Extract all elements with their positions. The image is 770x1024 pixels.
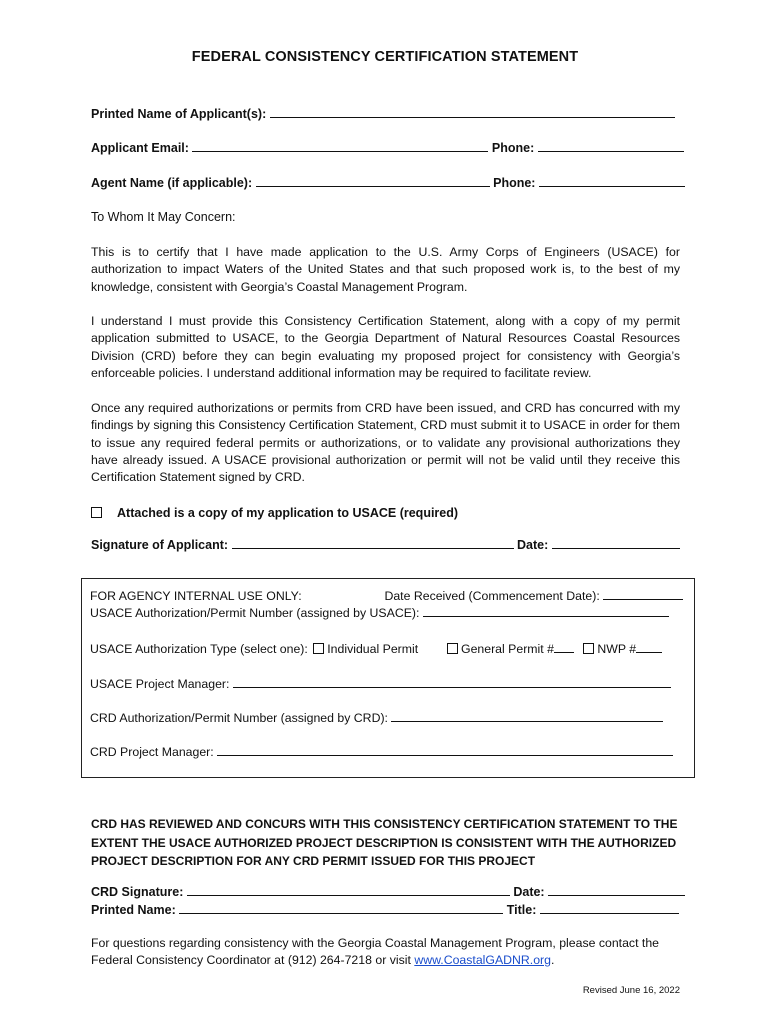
signature-date-field[interactable] xyxy=(552,537,680,549)
date-received-field[interactable] xyxy=(603,588,683,600)
usace-pm-label: USACE Project Manager: xyxy=(90,677,230,691)
nwp-label: NWP # xyxy=(597,642,637,656)
coastal-gadnr-link[interactable]: www.CoastalGADNR.org xyxy=(414,953,551,968)
understand-paragraph: I understand I must provide this Consistency Certification Statement, along with a copy of my permit application submitted to USACE, to the Georgia Department of Natural Resources Coastal Resources Division (CRD) before they can begin evaluating my proposed project for consistency with Georgia’s enforceable policies. I understand additional information may be required to facilitate review. xyxy=(91,314,680,380)
applicant-phone-field[interactable] xyxy=(538,140,684,152)
crd-printed-name-label: Printed Name: xyxy=(91,903,176,917)
agent-row xyxy=(91,175,685,190)
contact-text-end: . xyxy=(550,953,555,968)
nwp-checkbox[interactable] xyxy=(583,643,594,654)
agent-phone-label: Phone: xyxy=(493,176,536,190)
agency-internal-box xyxy=(81,578,695,778)
page-title: FEDERAL CONSISTENCY CERTIFICATION STATEMENT xyxy=(191,49,579,65)
certify-paragraph: This is to certify that I have made application to the U.S. Army Corps of Engineers (USACE) for authorization to impact Waters of the United States and that such proposed work is, to the best of my knowledge, consistent with Georgia’s Coastal Management Program. xyxy=(91,245,680,294)
authorization-type-row xyxy=(90,641,662,656)
signature-label: Signature of Applicant: xyxy=(91,538,229,552)
date-received-label: Date Received (Commencement Date): xyxy=(384,589,600,603)
contact-paragraph xyxy=(91,935,683,970)
applicant-email-label: Applicant Email: xyxy=(91,141,189,155)
revised-date: Revised June 16, 2022 xyxy=(582,985,680,996)
attached-row xyxy=(91,506,458,520)
applicant-signature-row xyxy=(91,537,680,552)
applicant-phone-label: Phone: xyxy=(491,141,535,155)
applicant-name-label: Printed Name of Applicant(s): xyxy=(91,107,267,121)
applicant-email-row xyxy=(91,140,684,155)
usace-permit-number-row xyxy=(90,605,669,620)
crd-date-field[interactable] xyxy=(548,884,685,896)
contact-text: For questions regarding consistency with the Georgia Coastal Management Program, please contact the Federal Consistency Coordinator at (912) 264-7218 or visit xyxy=(91,936,660,968)
general-permit-checkbox[interactable] xyxy=(447,643,458,654)
agent-phone-field[interactable] xyxy=(539,175,685,187)
authorization-paragraph: Once any required authorizations or permits from CRD have been issued, and CRD has concurred with my findings by signing this Consistency Certification Statement, CRD must submit it to USACE in order for them to issue any required federal permits or authorizations, or to validate any provisional authorizations they have already issued. A USACE provisional authorization or permit will not be valid until they receive this Certification Statement signed by CRD. xyxy=(91,401,680,485)
agency-heading-row xyxy=(90,588,683,603)
crd-pm-label: CRD Project Manager: xyxy=(90,745,214,759)
signature-date-label: Date: xyxy=(517,538,549,552)
crd-title-field[interactable] xyxy=(540,902,679,914)
usace-permit-number-field[interactable] xyxy=(423,605,669,617)
agency-heading: FOR AGENCY INTERNAL USE ONLY: xyxy=(90,589,302,603)
crd-permit-number-label: CRD Authorization/Permit Number (assigned by CRD): xyxy=(90,711,388,725)
nwp-number-field[interactable] xyxy=(636,641,662,653)
crd-printed-name-field[interactable] xyxy=(179,902,503,914)
signature-field[interactable] xyxy=(232,537,514,549)
crd-title-label: Title: xyxy=(506,903,537,917)
usace-pm-field[interactable] xyxy=(233,676,671,688)
usace-permit-number-label: USACE Authorization/Permit Number (assigned by USACE): xyxy=(90,606,420,620)
crd-concurrence-statement: CRD HAS REVIEWED AND CONCURS WITH THIS CONSISTENCY CERTIFICATION STATEMENT TO THE EXTENT THE USACE AUTHORIZED PROJECT DESCRIPTION IS CONSISTENT WITH THE AUTHORIZED PROJECT DESCRIPTION FOR ANY CRD PERMIT ISSUED FOR THIS PROJECT xyxy=(91,817,678,868)
salutation: To Whom It May Concern: xyxy=(91,210,236,224)
attached-label: Attached is a copy of my application to USACE (required) xyxy=(117,506,459,520)
crd-signature-label: CRD Signature: xyxy=(91,885,184,899)
applicant-email-field[interactable] xyxy=(192,140,488,152)
agent-name-label: Agent Name (if applicable): xyxy=(91,176,253,190)
attached-checkbox[interactable] xyxy=(91,507,102,518)
crd-pm-field[interactable] xyxy=(217,744,673,756)
applicant-name-row xyxy=(91,106,675,121)
usace-project-manager-row xyxy=(90,676,671,691)
individual-permit-checkbox[interactable] xyxy=(313,643,324,654)
crd-signature-field[interactable] xyxy=(187,884,510,896)
crd-printed-name-row xyxy=(91,902,679,917)
auth-type-label: USACE Authorization Type (select one): xyxy=(90,642,308,656)
agent-name-field[interactable] xyxy=(256,175,490,187)
crd-date-label: Date: xyxy=(513,885,545,899)
crd-signature-row xyxy=(91,884,685,899)
individual-permit-label: Individual Permit xyxy=(327,642,419,656)
crd-permit-number-field[interactable] xyxy=(391,710,663,722)
general-permit-number-field[interactable] xyxy=(554,641,574,653)
general-permit-label: General Permit # xyxy=(461,642,554,656)
crd-project-manager-row xyxy=(90,744,673,759)
applicant-name-field[interactable] xyxy=(270,106,675,118)
crd-permit-number-row xyxy=(90,710,663,725)
